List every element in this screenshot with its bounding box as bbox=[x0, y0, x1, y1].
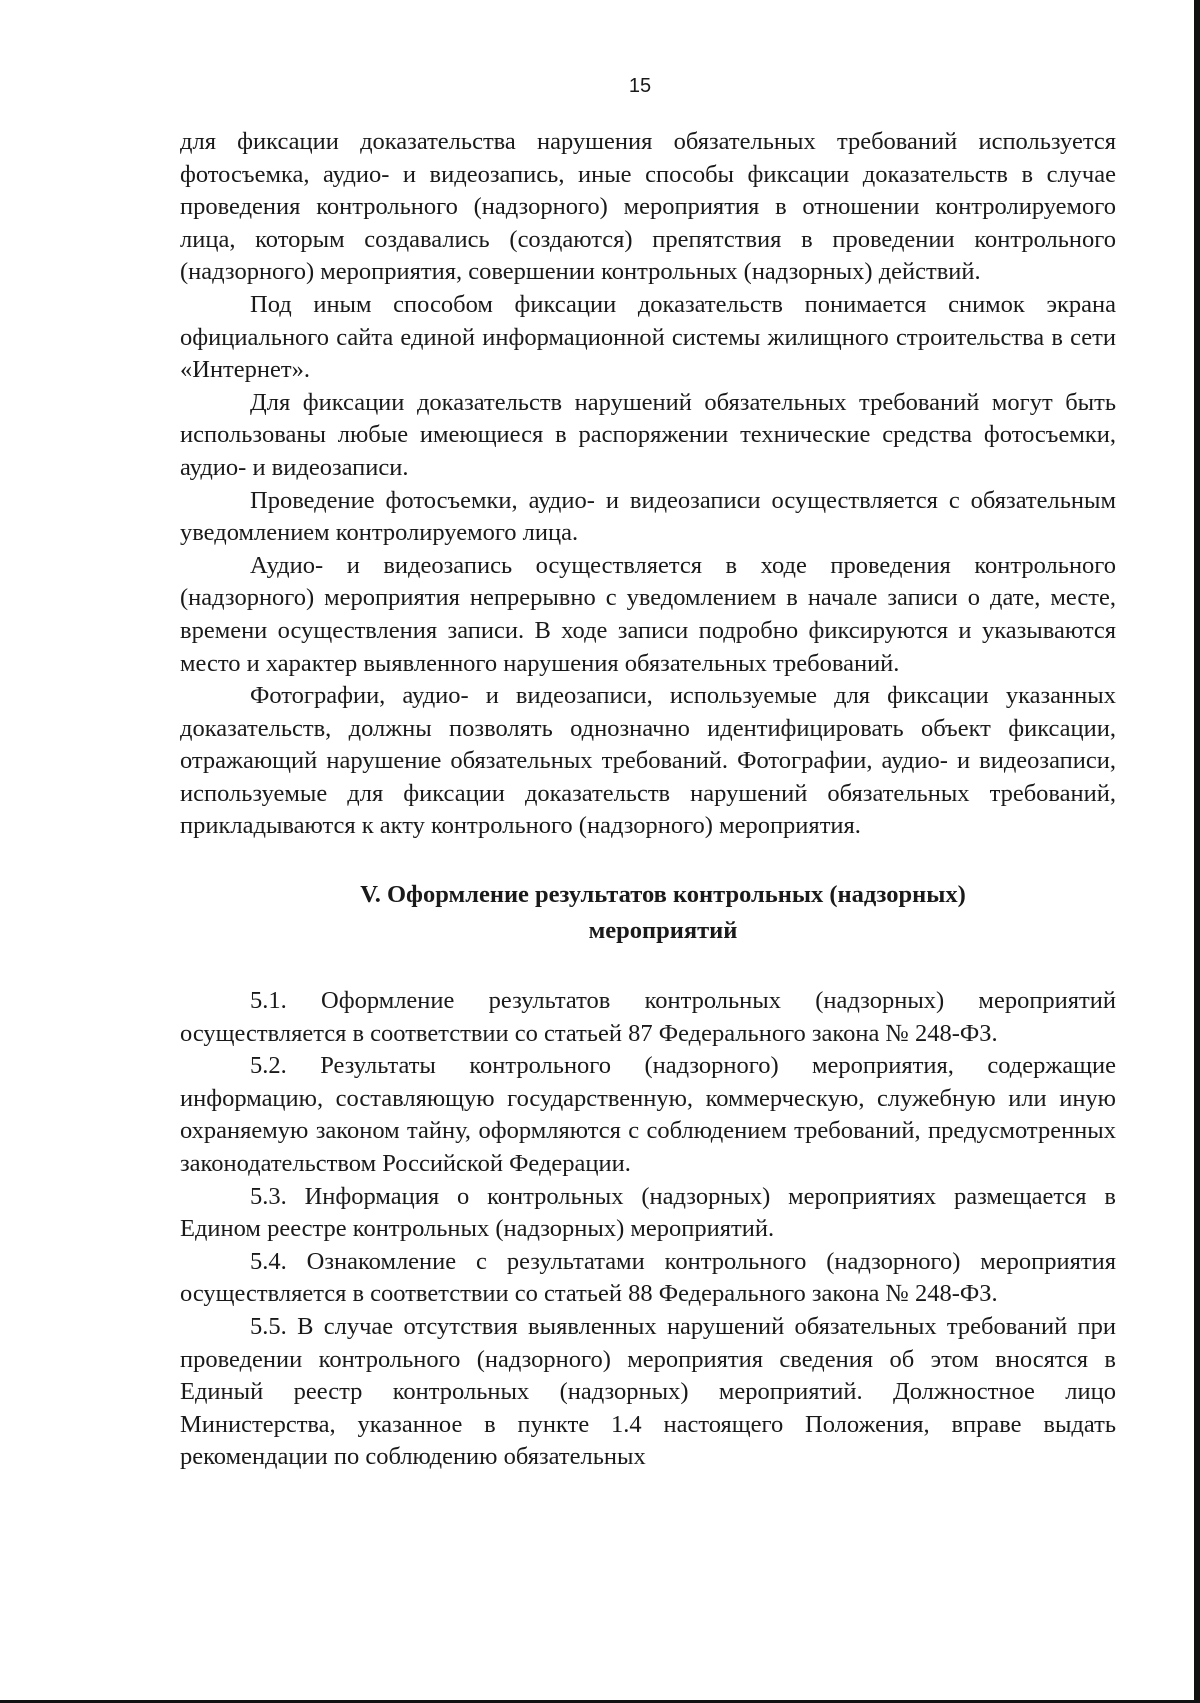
section-heading-line1: V. Оформление результатов контрольных (надзорных) bbox=[360, 881, 966, 909]
page-number: 15 bbox=[628, 75, 652, 97]
scan-edge-right bbox=[1194, 0, 1200, 1703]
paragraph: Аудио- и видеозапись осуществляется в ходе проведения контрольного (надзорного) мероприятия непрерывно с уведомлением в начале записи о дате, месте, времени осуществления записи. В ходе записи подробно фиксируются и указываются место и характер выявленного нарушения обязательных требований. bbox=[180, 551, 1116, 677]
section-heading bbox=[180, 877, 1116, 949]
paragraph: Для фиксации доказательств нарушений обязательных требований могут быть использованы любые имеющиеся в распоряжении технические средства фотосъемки, аудио- и видеозаписи. bbox=[180, 388, 1116, 481]
document-body bbox=[180, 126, 1116, 1474]
clause-5-5: 5.5. В случае отсутствия выявленных нарушений обязательных требований при проведении контрольного (надзорного) мероприятия сведения об этом вносятся в Единый реестр контрольных (надзорных) мероприятий. Должностное лицо Министерства, указанное в пункте 1.4 настоящего Положения, вправе выдать рекомендации по соблюдению обязательных bbox=[180, 1313, 1116, 1471]
paragraph: Фотографии, аудио- и видеозаписи, используемые для фиксации указанных доказательств, должны позволять однозначно идентифицировать объект фиксации, отражающий нарушение обязательных требований. Фотографии, аудио- и видеозаписи, используемые для фиксации доказательств нарушений обязательных требований, прикладываются к акту контрольного (надзорного) мероприятия. bbox=[180, 682, 1116, 840]
clause-5-1: 5.1. Оформление результатов контрольных (надзорных) мероприятий осуществляется в соответствии со статьей 87 Федерального закона № 248-ФЗ. bbox=[180, 987, 1116, 1047]
clause-5-2: 5.2. Результаты контрольного (надзорного) мероприятия, содержащие информацию, составляющую государственную, коммерческую, служебную или иную охраняемую законом тайну, оформляются с соблюдением требований, предусмотренных законодательством Российской Федерации. bbox=[180, 1052, 1116, 1178]
clause-5-4: 5.4. Ознакомление с результатами контрольного (надзорного) мероприятия осуществляется в соответствии со статьей 88 Федерального закона № 248-ФЗ. bbox=[180, 1247, 1116, 1308]
clause-5-3: 5.3. Информация о контрольных (надзорных) мероприятиях размещается в Едином реестре контрольных (надзорных) мероприятий. bbox=[180, 1182, 1116, 1243]
section-heading-line2: мероприятий bbox=[588, 917, 738, 945]
paragraph: Под иным способом фиксации доказательств понимается снимок экрана официального сайта единой информационной системы жилищного строительства в сети «Интернет». bbox=[180, 290, 1116, 384]
paragraph-continuation: для фиксации доказательства нарушения обязательных требований используется фотосъемка, аудио- и видеозапись, иные способы фиксации доказательств в случае проведения контрольного (надзорного) мероприятия в отношении контролируемого лица, которым создавались (создаются) препятствия в проведении контрольного (надзорного) мероприятия, совершении контрольных (надзорных) действий. bbox=[180, 128, 1116, 286]
paragraph: Проведение фотосъемки, аудио- и видеозаписи осуществляется с обязательным уведомлением контролируемого лица. bbox=[180, 486, 1116, 547]
